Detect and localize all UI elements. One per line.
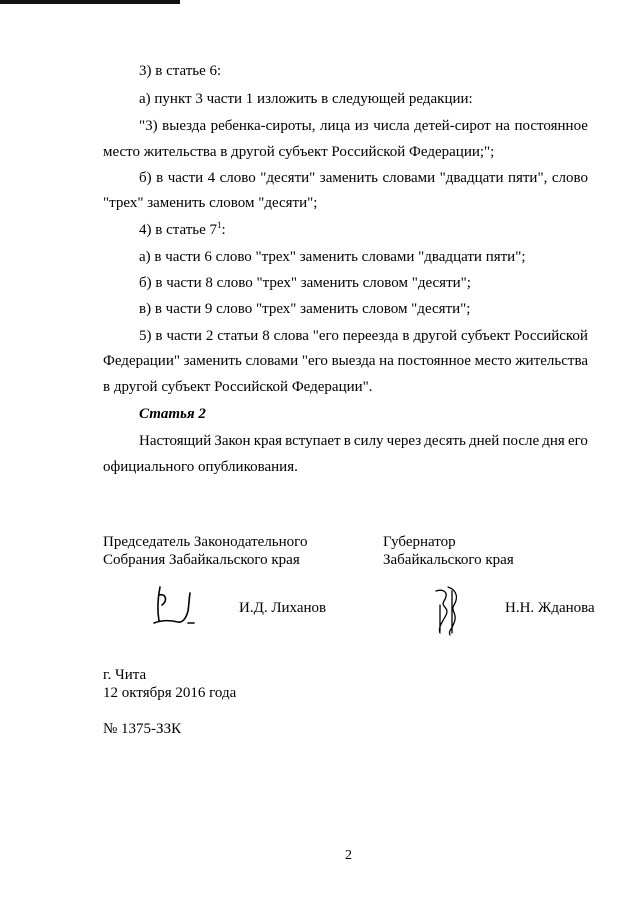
- right-signature-icon: [430, 581, 466, 637]
- page-number: 2: [345, 848, 352, 863]
- right-signatory-name: Н.Н. Жданова: [505, 600, 595, 616]
- superscript-1: 1: [217, 220, 222, 230]
- item-3a: а) пункт 3 части 1 изложить в следующей редакции:: [139, 91, 473, 107]
- law-number: № 1375-ЗЗК: [103, 721, 182, 737]
- right-signatory-title-2: Забайкальского края: [383, 552, 514, 568]
- item-5-line1: 5) в части 2 статьи 8 слова "его переезда в другой субъект Российской: [139, 328, 588, 344]
- item-5-line3: в другой субъект Российской Федерации".: [103, 379, 373, 395]
- item-5-line2: Федерации" заменить словами "его выезда на постоянное место жительства: [103, 353, 588, 369]
- left-signatory-name: И.Д. Лиханов: [239, 600, 327, 616]
- right-signatory-title-1: Губернатор: [383, 534, 456, 550]
- item-4-colon: :: [221, 222, 226, 238]
- item-4-text: 4) в статье 7: [139, 222, 218, 238]
- item-3a-quote-line1: "3) выезда ребенка-сироты, лица из числа детей-сирот на постоянное: [139, 118, 588, 134]
- top-rule: [0, 0, 180, 4]
- item-3a-quote-line2: место жительства в другой субъект Российской Федерации;";: [103, 144, 495, 160]
- item-4-article-7-1: [139, 221, 226, 239]
- place: г. Чита: [103, 667, 147, 683]
- article-2-heading: Статья 2: [139, 406, 206, 422]
- left-signatory-title-2: Собрания Забайкальского края: [103, 552, 300, 568]
- date: 12 октября 2016 года: [103, 685, 237, 701]
- item-4c: в) в части 9 слово "трех" заменить словом "десяти";: [139, 301, 471, 317]
- article-2-text-line1: Настоящий Закон края вступает в силу через десять дней после дня его: [139, 433, 588, 449]
- item-3-article-6: 3) в статье 6:: [139, 63, 222, 79]
- item-4a: а) в части 6 слово "трех" заменить словами "двадцати пяти";: [139, 249, 526, 265]
- item-4b: б) в части 8 слово "трех" заменить словом "десяти";: [139, 275, 471, 291]
- item-3b-line2: "трех" заменить словом "десяти";: [103, 195, 318, 211]
- article-2-text-line2: официального опубликования.: [103, 459, 298, 475]
- left-signature-icon: [148, 583, 198, 631]
- left-signatory-title-1: Председатель Законодательного: [103, 534, 308, 550]
- item-3b-line1: б) в части 4 слово "десяти" заменить словами "двадцати пяти", слово: [139, 170, 588, 186]
